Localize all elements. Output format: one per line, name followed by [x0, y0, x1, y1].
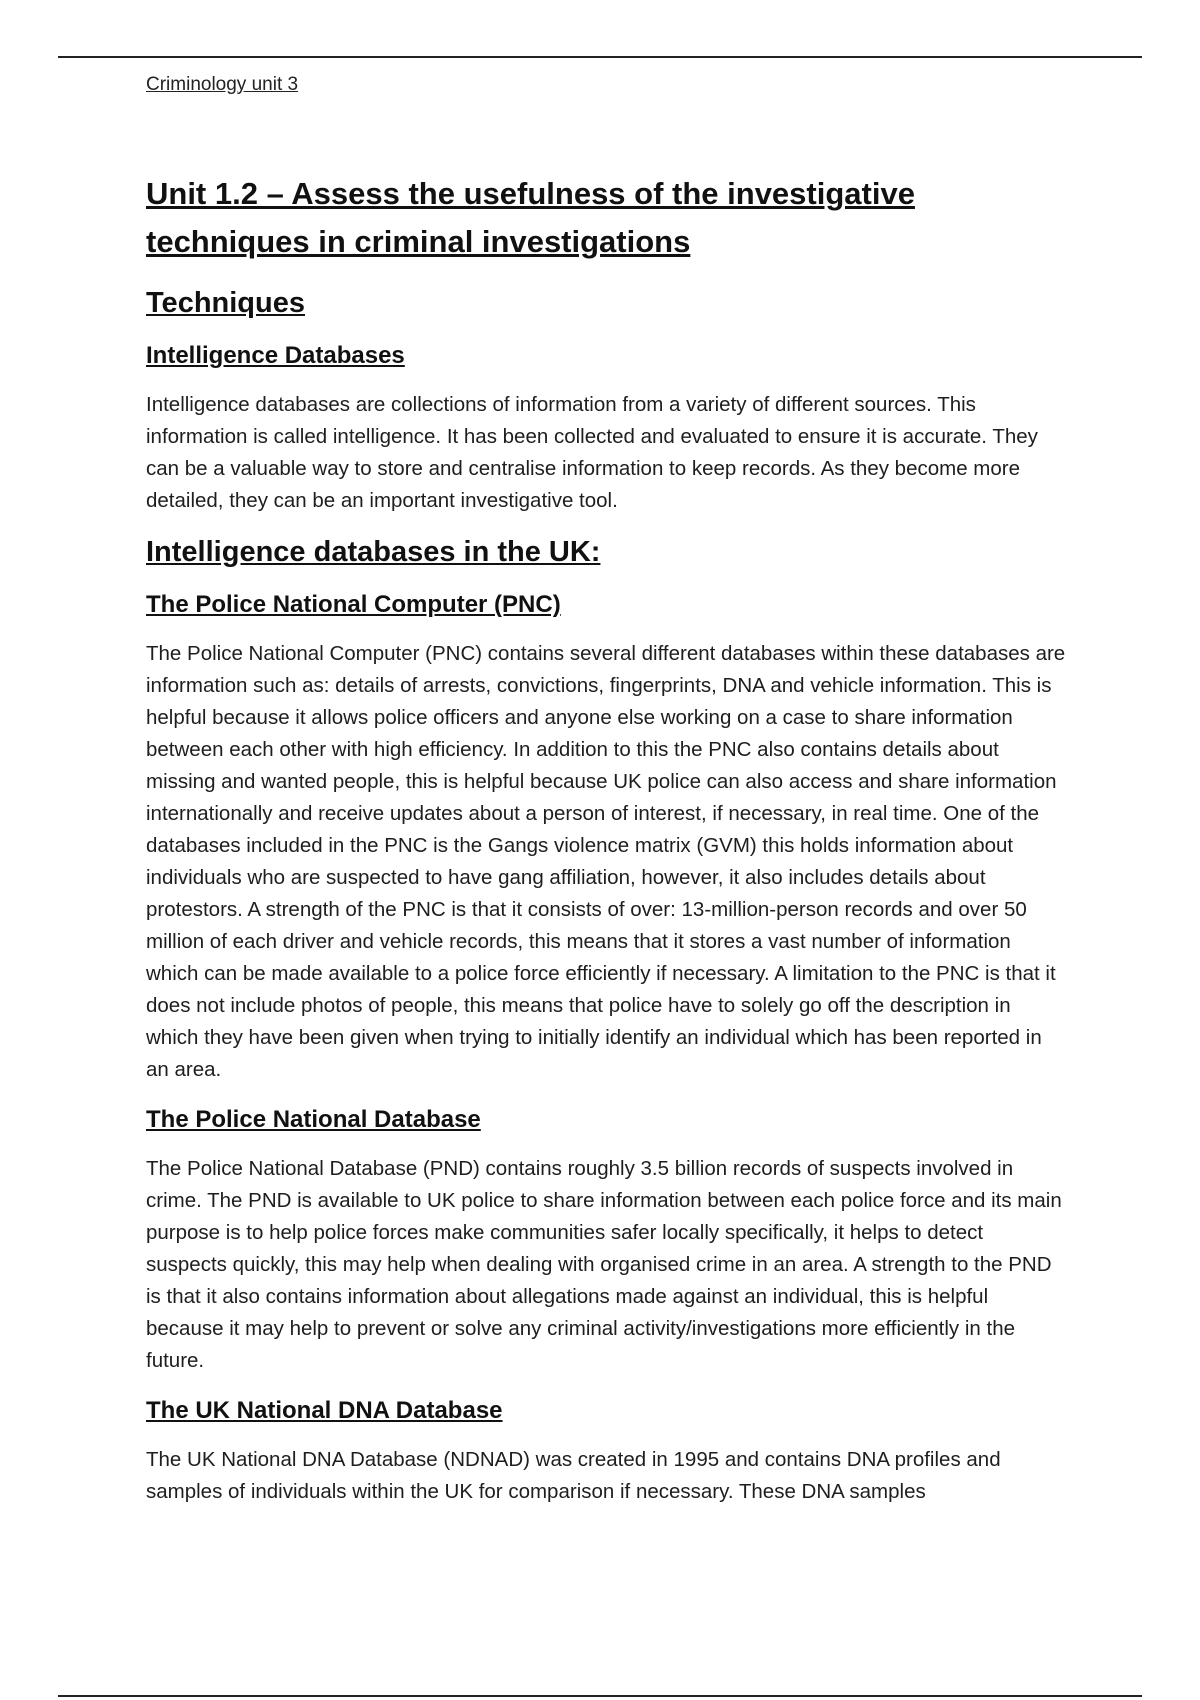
pnc-heading: The Police National Computer (PNC) — [146, 591, 561, 618]
pnc-paragraph: The Police National Computer (PNC) contains several different databases within these databases are information such as: details of arrests, convictions, fingerprints, DNA and vehicle information. This is helpful because it allows police officers and anyone else working on a case to share information between each other with high efficiency. In addition to this the PNC also contains details about missing and wanted people, this is helpful because UK police can also access and share information internationally and receive updates about a person of interest, if necessary, in real time. One of the databases included in the PNC is the Gangs violence matrix (GVM) this holds information about individuals who are suspected to have gang affiliation, however, it also includes details about protestors. A strength of the PNC is that it consists of over: 13-million-person records and over 50 million of each driver and vehicle records, this means that it stores a vast number of information which can be made available to a police force efficiently if necessary. A limitation to the PNC is that it does not include photos of people, this means that police have to solely go off the description in which they have been given when trying to initially identify an individual which has been reported in an area. — [146, 642, 1066, 1081]
document-title-block — [146, 170, 1066, 266]
running-header: Criminology unit 3 — [146, 74, 299, 95]
document-body — [146, 72, 1066, 1508]
intelligence-databases-heading: Intelligence Databases — [146, 342, 405, 369]
pnd-heading: The Police National Database — [146, 1106, 481, 1133]
ndnad-heading: The UK National DNA Database — [146, 1397, 503, 1424]
header-rule — [58, 56, 1142, 58]
uk-databases-heading: Intelligence databases in the UK: — [146, 536, 601, 568]
pnd-paragraph: The Police National Database (PND) contains roughly 3.5 billion records of suspects involved in crime. The PND is available to UK police to share information between each police force and its main purpose is to help police forces make communities safer locally specifically, it helps to detect suspects quickly, this may help when dealing with organised crime in an area. A strength to the PND is that it also contains information about allegations made against an individual, this is helpful because it may help to prevent or solve any criminal activity/investigations more efficiently in the future. — [146, 1157, 1062, 1372]
ndnad-paragraph: The UK National DNA Database (NDNAD) was created in 1995 and contains DNA profiles and samples of individuals within the UK for comparison if necessary. These DNA samples — [146, 1448, 1001, 1503]
document-title: Unit 1.2 – Assess the usefulness of the investigative techniques in criminal investigations — [146, 176, 915, 259]
techniques-heading: Techniques — [146, 287, 305, 319]
footer-rule — [58, 1695, 1142, 1697]
intelligence-databases-paragraph: Intelligence databases are collections of information from a variety of different sources. This information is called intelligence. It has been collected and evaluated to ensure it is accurate. They can be a valuable way to store and centralise information to keep records. As they become more detailed, they can be an important investigative tool. — [146, 393, 1038, 512]
